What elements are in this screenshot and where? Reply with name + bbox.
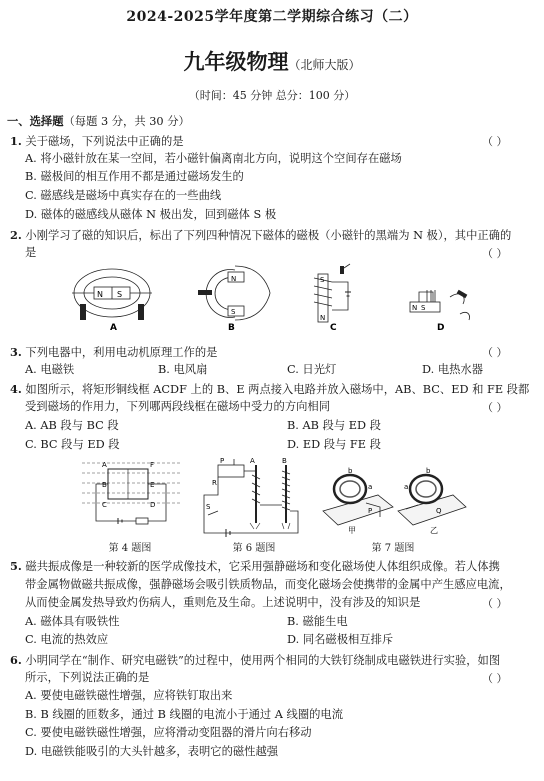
q4-answer-blank[interactable]: （ ） (482, 401, 508, 414)
q2-figure-b-label: B (228, 323, 235, 332)
fig4-caption: 第 4 题图 (108, 543, 152, 554)
q2-text-2: 是 (25, 246, 37, 259)
q3-text: 下列电器中，利用电动机原理工作的是 (25, 346, 218, 359)
svg-text:S: S (231, 308, 236, 316)
q5-text-2: 带金属物做磁共振成像，强静磁场会吸引铁质物品，而变化磁场会使携带的金属中产生感应电流， (25, 578, 511, 591)
q6-option-c: C. 要使电磁铁磁性增强，应将滑动变阻器的滑片向右移动 (25, 726, 312, 739)
svg-text:N: N (320, 314, 326, 322)
q4-stem (10, 381, 529, 398)
svg-text:P: P (368, 507, 373, 515)
fig6-caption: 第 6 题图 (232, 543, 276, 554)
svg-text:A: A (102, 461, 107, 469)
q3-option-c: C. 日光灯 (287, 363, 337, 376)
q2-text-1: 小刚学习了磁的知识后，标出了下列四种情况下磁体的磁极（小磁针的黑端为 N 极），其中正确的 (25, 229, 512, 242)
q3-option-a: A. 电磁铁 (25, 363, 75, 376)
q2-figure-a-label: A (110, 323, 117, 332)
q4-option-d: D. ED 段与 FE 段 (287, 438, 381, 451)
exam-meta: （时间：45 分钟 总分：100 分） (188, 89, 356, 102)
svg-text:P: P (220, 457, 225, 465)
section-note: （每题 3 分，共 30 分） (63, 115, 190, 128)
q4-option-c: C. BC 段与 ED 段 (25, 438, 120, 451)
q6-option-a: A. 要使电磁铁磁性增强，应将铁钉取出来 (25, 689, 233, 702)
svg-text:a: a (404, 483, 409, 491)
q6-text-1: 小明同学在“制作、研究电磁铁”的过程中，使用两个相同的大铁钉绕制成电磁铁进行实验，如图 (25, 654, 501, 667)
svg-text:C: C (102, 501, 107, 509)
q2-figure-a (70, 262, 155, 332)
q5-option-d: D. 同名磁极相互排斥 (287, 633, 394, 646)
svg-text:D: D (150, 501, 156, 509)
svg-text:a: a (368, 483, 373, 491)
q3-answer-blank[interactable]: （ ） (482, 346, 508, 359)
q2-answer-blank[interactable]: （ ） (482, 247, 508, 260)
svg-text:B: B (102, 481, 107, 489)
q5-option-a: A. 磁体具有吸铁性 (25, 615, 120, 628)
section-title: 一、选择题 (7, 114, 64, 128)
q3-number: 3. (10, 345, 22, 359)
q1-option-b: B. 磁极间的相互作用不都是通过磁场发生的 (25, 170, 244, 183)
q5-number: 5. (10, 559, 22, 573)
q6-text-2: 所示，下列说法正确的是 (25, 671, 150, 684)
fig7-diagram (318, 455, 468, 537)
svg-text:N: N (412, 304, 418, 312)
q2-figure-d-label: D (437, 323, 445, 332)
svg-text:R: R (212, 479, 217, 487)
q5-stem (10, 558, 500, 575)
q2-figure-b (190, 262, 275, 332)
q3-option-d: D. 电热水器 (422, 363, 484, 376)
svg-text:b: b (426, 467, 431, 475)
svg-text:S: S (206, 503, 211, 511)
q3-option-b: B. 电风扇 (158, 363, 208, 376)
q6-number: 6. (10, 653, 22, 667)
q2-stem (10, 227, 511, 244)
q1-number: 1. (10, 134, 22, 148)
svg-text:S: S (320, 276, 325, 284)
subject-title: 九年级物理 (183, 50, 289, 74)
q5-text-1: 磁共振成像是一种较新的医学成像技术，它采用强静磁场和变化磁场使人体组织成像。若人体携 (25, 560, 500, 573)
q2-figure-d (405, 262, 485, 332)
exam-term: 2024-2025学年度第二学期综合练习（二） (126, 9, 418, 25)
q1-option-d: D. 磁体的磁感线从磁体 N 极出发，回到磁体 S 极 (25, 208, 277, 221)
q6-answer-blank[interactable]: （ ） (482, 672, 508, 685)
q6-option-d: D. 电磁铁能吸引的大头针越多，表明它的磁性越强 (25, 745, 279, 758)
fig7-caption: 第 7 题图 (371, 543, 415, 554)
q1-text: 关于磁场，下列说法中正确的是 (25, 135, 184, 148)
svg-text:N: N (97, 290, 103, 299)
q2-figure-c-label: C (330, 323, 337, 332)
q4-number: 4. (10, 382, 22, 396)
fig6-diagram (198, 455, 308, 537)
q2-number: 2. (10, 228, 22, 242)
q1-option-a: A. 将小磁针放在某一空间，若小磁针偏离南北方向，说明这个空间存在磁场 (25, 152, 402, 165)
q6-stem (10, 652, 500, 669)
svg-text:F: F (150, 461, 155, 469)
fig7-label-yi: 乙 (430, 526, 438, 535)
q2-figure-c (300, 262, 370, 332)
q4-option-a: A. AB 段与 BC 段 (25, 419, 119, 432)
q5-option-c: C. 电流的热效应 (25, 633, 109, 646)
q4-option-b: B. AB 段与 ED 段 (287, 419, 381, 432)
page-title (0, 46, 544, 76)
q1-option-c: C. 磁感线是磁场中真实存在的一些曲线 (25, 189, 222, 202)
edition-label: （北师大版） (288, 58, 361, 72)
svg-text:b: b (348, 467, 353, 475)
q3-stem (10, 344, 217, 361)
q1-answer-blank[interactable]: （ ） (482, 135, 508, 148)
svg-text:B: B (282, 457, 287, 465)
q4-text-1: 如图所示，将矩形铜线框 ACDF 上的 B、E 两点接入电路并放入磁场中，AB、BC、ED 和 FE 段都 (25, 383, 530, 396)
svg-text:A: A (250, 457, 255, 465)
svg-text:S: S (117, 290, 123, 299)
svg-text:S: S (421, 304, 426, 312)
section-heading (7, 113, 190, 130)
q5-text-3: 从而使金属发热导致灼伤病人，重则危及生命。上述说明中，没有涉及的知识是 (25, 596, 421, 609)
fig7-label-jia: 甲 (348, 526, 356, 535)
svg-text:E: E (150, 481, 155, 489)
svg-text:Q: Q (436, 507, 442, 515)
q5-answer-blank[interactable]: （ ） (482, 597, 508, 610)
q6-option-b: B. B 线圈的匝数多，通过 B 线圈的电流小于通过 A 线圈的电流 (25, 708, 344, 721)
q5-option-b: B. 磁能生电 (287, 615, 348, 628)
svg-text:N: N (231, 275, 237, 283)
q4-text-2: 受到磁场的作用力，下列哪两段线框在磁场中受力的方向相同 (25, 400, 331, 413)
fig4-diagram (78, 455, 186, 537)
q1-stem (10, 133, 184, 150)
